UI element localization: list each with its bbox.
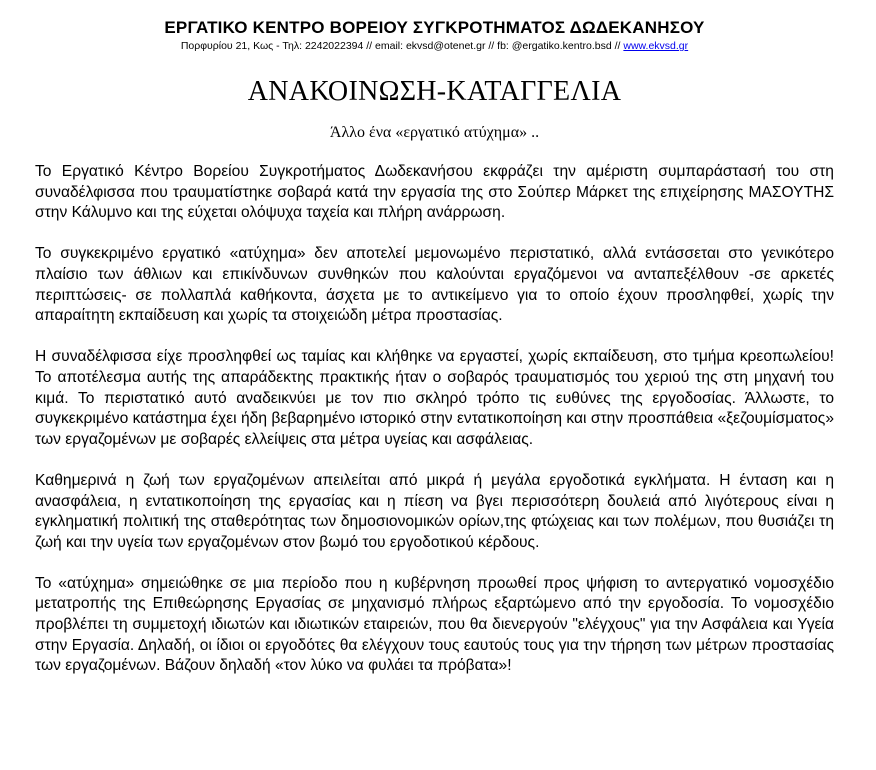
paragraph: Το «ατύχημα» σημειώθηκε σε μια περίοδο που η κυβέρνηση προωθεί προς ψήφιση το αντεργατικό νομοσχέδιο μετατροπής της Επιθεώρησης Εργασίας σε μηχανισμό πλήρως εξαρτώμενο από την εργοδοσία. Το νομοσχέδιο προβλέπει τη συμμετοχή ιδιωτών και ιδιωτικών εταιρειών, που θα διενεργούν "ελέγχους" για την Ασφάλεια και Υγεία στην Εργασία. Δηλαδή, οι ίδιοι οι εργοδότες θα ελέγχουν τους εαυτούς τους για την τήρηση των μέτρων προστασίας των εργαζομένων. Βάζουν δηλαδή «τον λύκο να φυλάει τα πρόβατα»! <box>35 574 834 675</box>
paragraph: Το Εργατικό Κέντρο Βορείου Συγκροτήματος Δωδεκανήσου εκφράζει την αμέριστη συμπαράστασή του στη συναδέλφισσα που τραυματίστηκε σοβαρά κατά την εργασία της στο Σούπερ Μάρκετ της επιχείρησης ΜΑΣΟΥΤΗΣ στην Κάλυμνο και της εύχεται ολόψυχα ταχεία και πλήρη ανάρρωση. <box>35 163 834 222</box>
paragraph: Καθημερινά η ζωή των εργαζομένων απειλείται από μικρά ή μεγάλα εργοδοτικά εγκλήματα. Η ένταση και η ανασφάλεια, η εντατικοποίηση της εργασίας και η πίεση να βγει περισσότερη δουλειά από λιγότερους είναι η εγκληματική πολιτική της σταθερότητας των δημοσιονομικών ορίων,της φτώχειας και των πολέμων, που θυσιάζει τη ζωή και την υγεία των εργαζομένων στον βωμό του εργοδοτικού κέρδους. <box>35 471 834 551</box>
website-link[interactable]: www.ekvsd.gr <box>623 40 689 52</box>
announcement-subtitle: Άλλο ένα «εργατικό ατύχημα» .. <box>329 124 540 141</box>
announcement-title: ΑΝΑΚΟΙΝΩΣΗ-ΚΑΤΑΓΓΕΛΙΑ <box>247 76 622 107</box>
contact-details: Πορφυρίου 21, Κως - Τηλ: 2242022394 // email: ekvsd@otenet.gr // fb: @ergatiko.kentro.bsd // <box>180 40 624 52</box>
paragraph: Το συγκεκριμένο εργατικό «ατύχημα» δεν αποτελεί μεμονωμένο περιστατικό, αλλά εντάσσεται στο γενικότερο πλαίσιο των άθλιων και επικίνδυνων συνθηκών που καλούνται εργαζόμενοι να ανταπεξέλθουν -σε αρκετές περιπτώσεις- σε πολλαπλά καθήκοντα, άσχετα με το αντικείμενο για το οποίο έχουν προσληφθεί, χωρίς την απαραίτητη εκπαίδευση και χωρίς τα στοιχειώδη μέτρα προστασίας. <box>35 245 834 325</box>
announcement-body <box>35 162 834 677</box>
organization-name: ΕΡΓΑΤΙΚΟ ΚΕΝΤΡΟ ΒΟΡΕΙΟΥ ΣΥΓΚΡΟΤΗΜΑΤΟΣ ΔΩΔΕΚΑΝΗΣΟΥ <box>164 18 705 37</box>
paragraph: Η συναδέλφισσα είχε προσληφθεί ως ταμίας και κλήθηκε να εργαστεί, χωρίς εκπαίδευση, στο τμήμα κρεοπωλείου! Το αποτέλεσμα αυτής της απαράδεκτης πρακτικής ήταν ο σοβαρός τραυματισμός του χεριού της στη μηχανή του κιμά. Το περιστατικό αυτό αναδεικνύει με τον πιο σκληρό τρόπο τις ευθύνες της εργοδοσίας. Άλλωστε, το συγκεκριμένο κατάστημα έχει ήδη βεβαρημένο ιστορικό στην εντατικοποίηση και στην προσπάθεια «ξεζουμίσματος» των εργαζομένων με σοβαρές ελλείψεις στα μέτρα υγείας και ασφάλειας. <box>35 348 834 448</box>
contact-line <box>35 39 834 53</box>
